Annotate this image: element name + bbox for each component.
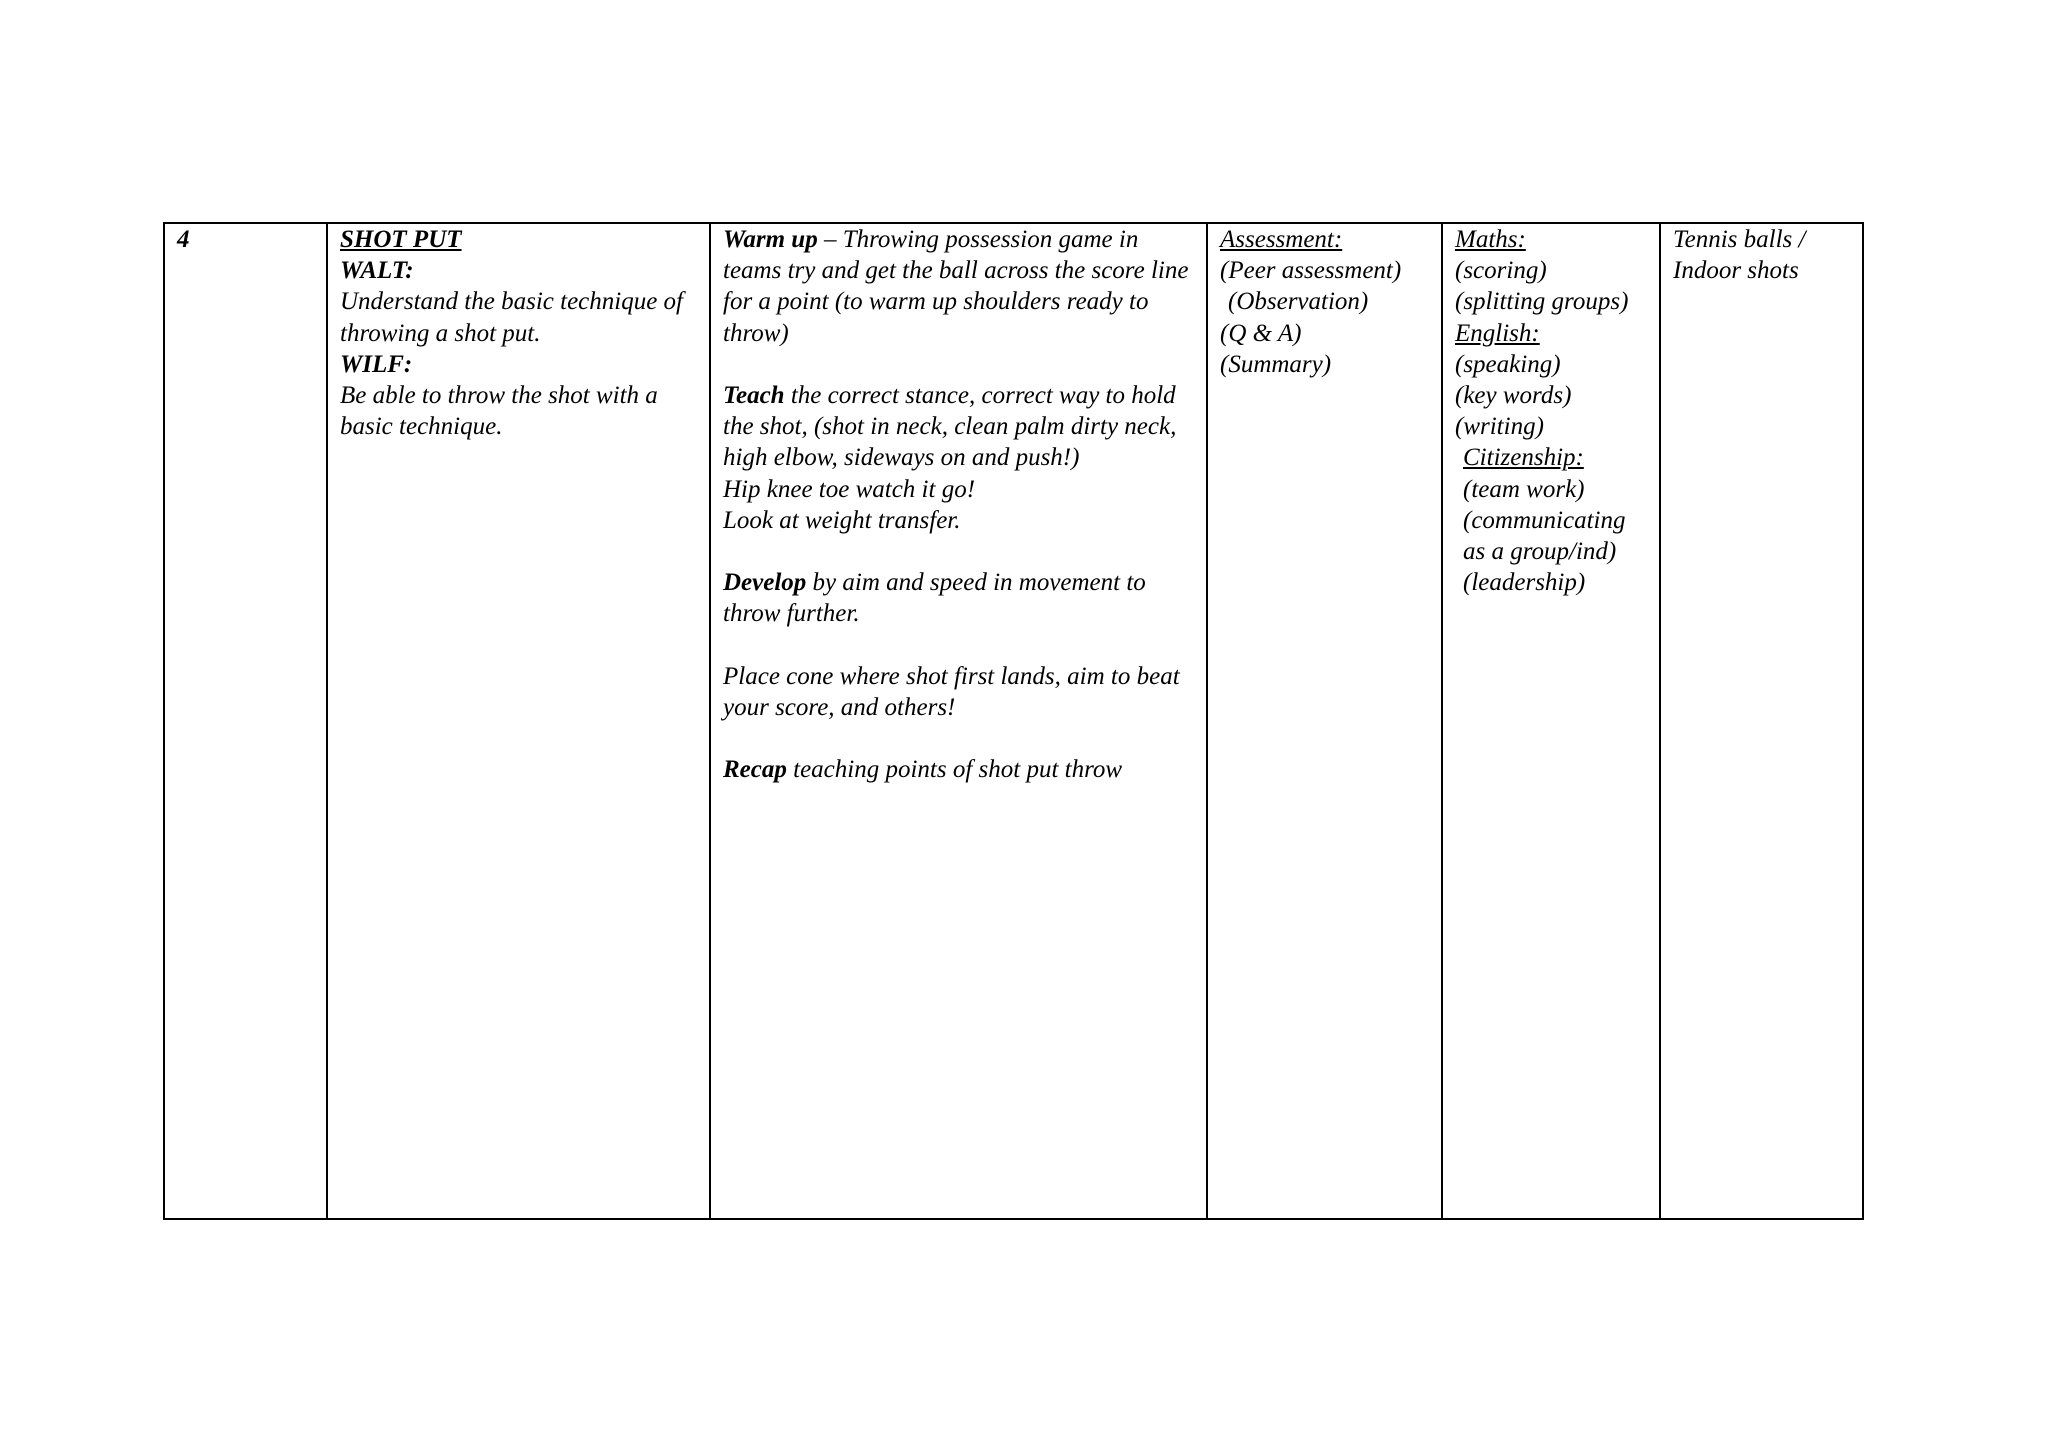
english-item: (key words) <box>1455 382 1572 410</box>
spacer <box>723 536 1198 567</box>
activities-cell <box>710 223 1207 1219</box>
hip-knee-toe-text: Hip knee toe watch it go! <box>723 475 976 503</box>
assessment-heading: Assessment: <box>1220 226 1343 253</box>
assessment-item: (Peer assessment) <box>1220 257 1402 285</box>
spacer <box>723 723 1198 754</box>
assessment-item: (Summary) <box>1220 350 1332 378</box>
maths-item: (scoring) <box>1455 257 1547 285</box>
english-heading: English: <box>1455 319 1540 347</box>
resource-item: Tennis balls / <box>1673 226 1806 253</box>
walt-text: Understand the basic technique of throwing a shot put. <box>340 288 683 347</box>
warmup-text: – Throwing possession game in teams try and get the ball across the score line for a point (to warm up shoulders ready to throw) <box>723 226 1189 347</box>
english-item: (writing) <box>1455 413 1544 441</box>
assessment-cell <box>1207 223 1442 1219</box>
citizenship-item: (leadership) <box>1463 569 1586 597</box>
maths-heading: Maths: <box>1455 226 1526 253</box>
cross-curricular-cell <box>1442 223 1660 1219</box>
lesson-number-cell <box>164 223 327 1219</box>
develop-paragraph <box>723 567 1198 629</box>
walt-label: WALT: <box>340 257 414 285</box>
recap-text: teaching points of shot put throw <box>786 756 1123 784</box>
wilf-text: Be able to throw the shot with a basic technique. <box>340 382 658 441</box>
english-item: (speaking) <box>1455 350 1561 378</box>
lesson-plan-table <box>163 222 1864 1220</box>
lesson-title: SHOT PUT <box>340 226 462 253</box>
spacer <box>723 349 1198 380</box>
objectives-cell <box>327 223 710 1219</box>
develop-label: Develop <box>723 569 807 597</box>
resources-cell <box>1660 223 1863 1219</box>
resource-item: Indoor shots <box>1673 257 1799 285</box>
citizenship-item: (communicating <box>1463 506 1626 534</box>
assessment-item: (Observation) <box>1228 288 1369 316</box>
assessment-item: (Q & A) <box>1220 319 1302 347</box>
citizenship-item: (team work) <box>1463 475 1585 503</box>
warmup-label: Warm up <box>723 226 818 253</box>
weight-transfer-text: Look at weight transfer. <box>723 506 961 534</box>
recap-label: Recap <box>723 756 787 784</box>
lesson-row <box>164 223 1863 1219</box>
maths-item: (splitting groups) <box>1455 288 1629 316</box>
develop-text: by aim and speed in movement to throw further. <box>723 569 1146 628</box>
recap-paragraph <box>723 754 1198 785</box>
cone-text: Place cone where shot first lands, aim to beat your score, and others! <box>723 662 1180 721</box>
wilf-label: WILF: <box>340 350 413 378</box>
citizenship-heading: Citizenship: <box>1463 444 1584 472</box>
lesson-number: 4 <box>177 226 190 253</box>
spacer <box>723 630 1198 661</box>
teach-paragraph <box>723 380 1198 474</box>
warmup-paragraph <box>723 224 1198 349</box>
teach-text: the correct stance, correct way to hold the shot, (shot in neck, clean palm dirty neck, high elbow, sideways on and push!) <box>723 382 1177 472</box>
teach-label: Teach <box>723 382 785 409</box>
citizenship-item: as a group/ind) <box>1463 538 1617 566</box>
